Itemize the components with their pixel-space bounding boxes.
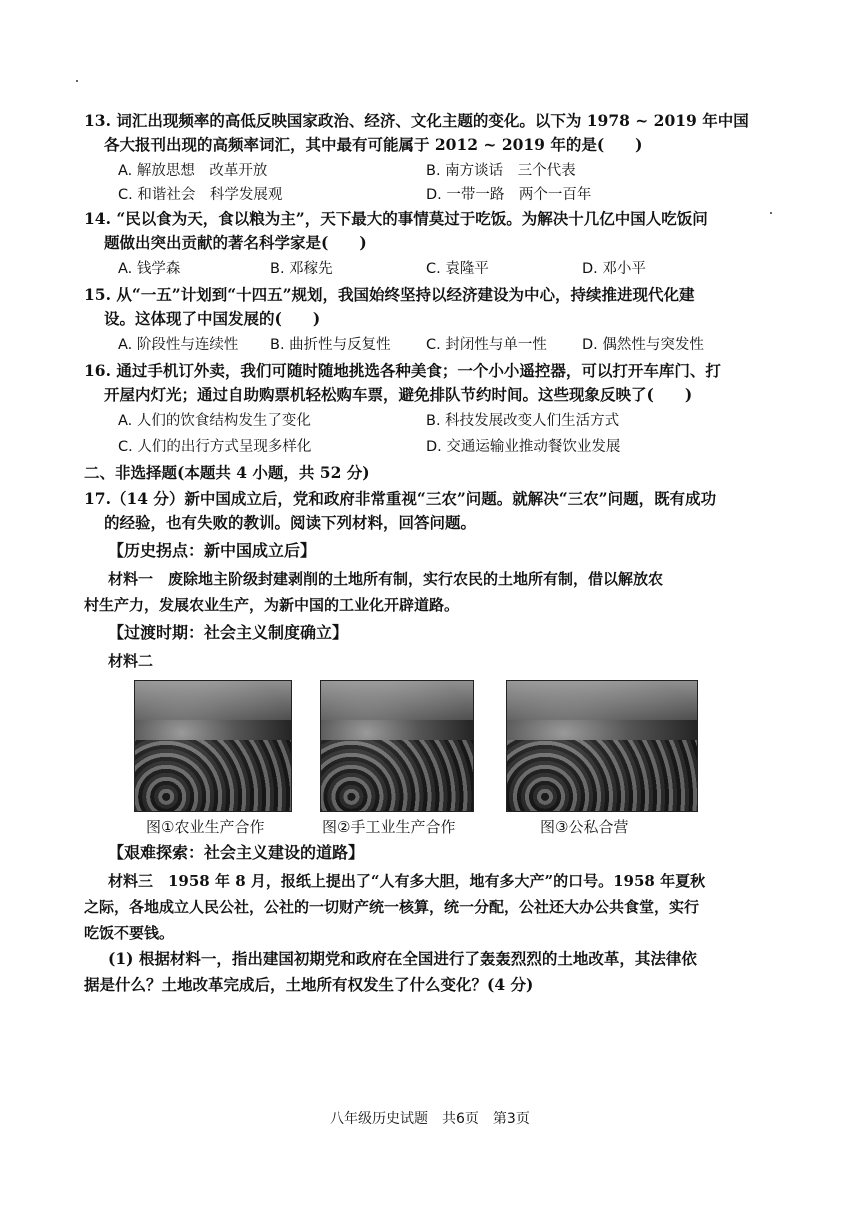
photo-texture	[507, 681, 697, 720]
section-header-difficult-exploration: 【艰难探索：社会主义建设的道路】	[108, 843, 365, 862]
figure-3-caption: 图③公私合营	[540, 818, 629, 836]
question-14-stem-line1: 14. “民以食为天，食以粮为主”，天下最大的事情莫过于吃饭。为解决十几亿中国人吃饭问	[84, 209, 708, 228]
figure-2-handicraft-cooperation-photo	[320, 680, 474, 812]
question-13-option-b: B. 南方谈话 三个代表	[426, 163, 576, 179]
question-16-option-d: D. 交通运输业推动餐饮业发展	[426, 439, 621, 455]
question-14-stem-line2: 题做出突出贡献的著名科学家是( )	[104, 233, 367, 252]
question-15-option-b: B. 曲折性与反复性	[270, 337, 391, 353]
section-header-transition-period: 【过渡时期：社会主义制度确立】	[108, 623, 349, 642]
question-13-option-c: C. 和谐社会 科学发展观	[118, 187, 283, 203]
material-1-line2: 村生产力，发展农业生产，为新中国的工业化开辟道路。	[84, 596, 460, 614]
question-15-stem-line1: 15. 从“一五”计划到“十四五”规划，我国始终坚持以经济建设为中心，持续推进现代化建	[84, 285, 695, 304]
figure-1-caption: 图①农业生产合作	[146, 818, 265, 836]
section-header-history-turning-point: 【历史拐点：新中国成立后】	[108, 541, 317, 560]
photo-crowd	[135, 740, 291, 812]
question-13-stem-line1: 13. 词汇出现频率的高低反映国家政治、经济、文化主题的变化。以下为 1978 ~ 2019 年中国	[84, 111, 749, 130]
question-16-option-a: A. 人们的饮食结构发生了变化	[118, 413, 311, 429]
page-footer: 八年级历史试题 共6页 第3页	[330, 1111, 530, 1127]
photo-texture	[135, 681, 291, 720]
question-16-option-b: B. 科技发展改变人们生活方式	[426, 413, 620, 429]
question-13-stem-line2: 各大报刊出现的高频率词汇，其中最有可能属于 2012 ~ 2019 年的是( )	[104, 135, 643, 154]
question-14-option-a: A. 钱学森	[118, 261, 181, 277]
question-15-stem-line2: 设。这体现了中国发展的( )	[104, 309, 321, 328]
question-17-stem-line1: 17.（14 分）新中国成立后，党和政府非常重视“三农”问题。就解决“三农”问题，既有成功	[84, 489, 717, 508]
question-15-option-c: C. 封闭性与单一性	[426, 337, 547, 353]
question-16-option-c: C. 人们的出行方式呈现多样化	[118, 439, 312, 455]
photo-crowd	[321, 740, 473, 812]
figure-3-public-private-partnership-photo	[506, 680, 698, 812]
material-3-line3: 吃饭不要钱。	[84, 924, 175, 942]
material-1-line1: 材料一 废除地主阶级封建剥削的土地所有制，实行农民的土地所有制，借以解放农	[108, 570, 664, 588]
figure-2-caption: 图②手工业生产合作	[322, 818, 456, 836]
material-3-line2: 之际，各地成立人民公社，公社的一切财产统一核算，统一分配，公社还大办公共食堂，实行	[84, 898, 700, 916]
scan-speck	[770, 212, 772, 214]
question-14-option-d: D. 邓小平	[582, 261, 646, 277]
figure-1-agricultural-cooperation-photo	[134, 680, 292, 812]
material-2-label: 材料二	[108, 652, 154, 670]
question-14-option-c: C. 袁隆平	[426, 261, 489, 277]
photo-crowd	[507, 740, 697, 812]
question-15-option-a: A. 阶段性与连续性	[118, 337, 239, 353]
sub-question-1-line2: 据是什么？土地改革完成后，土地所有权发生了什么变化？(4 分)	[84, 975, 534, 994]
question-13-option-a: A. 解放思想 改革开放	[118, 163, 268, 179]
question-13-option-d: D. 一带一路 两个一百年	[426, 187, 592, 203]
question-16-stem-line2: 开屋内灯光；通过自助购票机轻松购车票，避免排队节约时间。这些现象反映了( )	[104, 385, 693, 404]
question-15-option-d: D. 偶然性与突发性	[582, 337, 704, 353]
material-3-line1: 材料三 1958 年 8 月，报纸上提出了“人有多大胆，地有多大产”的口号。1958 年夏秋	[108, 872, 706, 890]
photo-texture	[321, 681, 473, 720]
question-16-stem-line1: 16. 通过手机订外卖，我们可随时随地挑选各种美食；一个小小遥控器，可以打开车库门、打	[84, 361, 721, 380]
sub-question-1-line1: (1) 根据材料一，指出建国初期党和政府在全国进行了轰轰烈烈的土地改革，其法律依	[108, 949, 697, 968]
question-17-stem-line2: 的经验，也有失败的教训。阅读下列材料，回答问题。	[104, 513, 477, 532]
scan-speck	[76, 80, 78, 82]
section-2-heading: 二、非选择题(本题共 4 小题，共 52 分)	[84, 463, 370, 482]
question-14-option-b: B. 邓稼先	[270, 261, 333, 277]
